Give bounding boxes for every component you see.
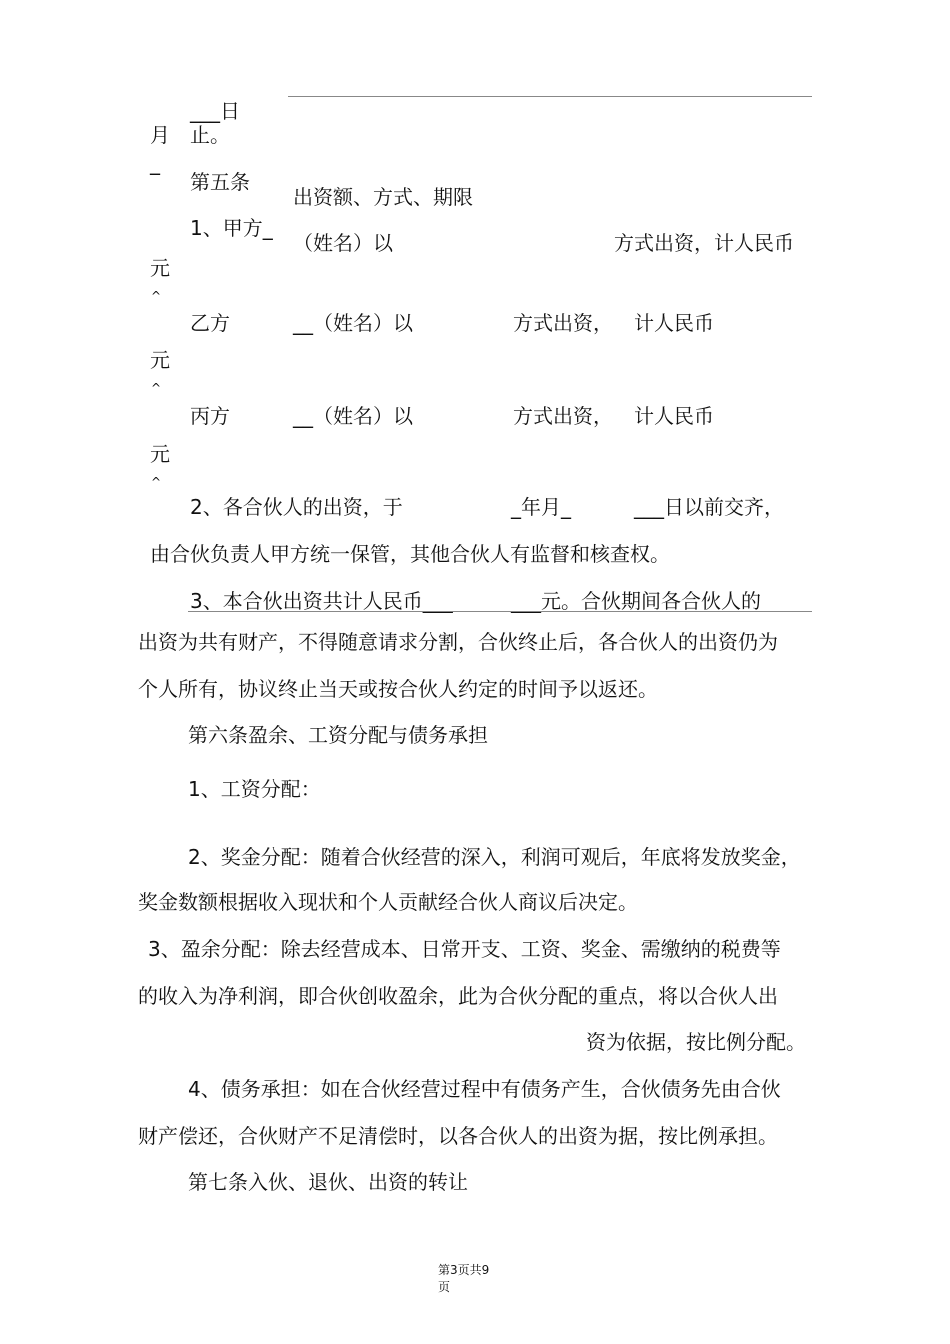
party-c-name: __（姓名）以 [293, 404, 413, 428]
party-a-label: 1、甲方_ [190, 216, 273, 240]
clause-2-part-c: ___日以前交齐， [634, 495, 784, 519]
bonus-line-1: 2、奖金分配：随着合伙经营的深入，利润可观后，年底将发放奖金， [188, 845, 801, 869]
clause-3-line-2: 出资为共有财产，不得随意请求分割，合伙终止后，各合伙人的出资仍为 [138, 630, 778, 654]
party-b-method: 方式出资， [513, 311, 613, 335]
article-7-title: 第七条入伙、退伙、出资的转让 [188, 1170, 468, 1194]
wage-distribution: 1、工资分配： [188, 777, 321, 801]
party-c-rmb: 计人民币 [634, 404, 714, 428]
clause-3-rule [188, 611, 812, 612]
party-a-name: （姓名）以 [293, 231, 393, 255]
surplus-line-3: 资为依据，按比例分配。 [586, 1030, 806, 1054]
page-number-line-2: 页 [438, 1280, 451, 1294]
dash-mark: _ [150, 151, 160, 175]
month-label: 月 [150, 123, 170, 147]
clause-2-part-b: _年月_ [511, 495, 571, 519]
party-c-label: 丙方 [190, 404, 230, 428]
page-number-line-1: 第3页共9 [438, 1263, 490, 1277]
bonus-line-2: 奖金数额根据收入现状和个人贡献经合伙人商议后决定。 [138, 890, 638, 914]
party-b-name: __（姓名）以 [293, 311, 413, 335]
debt-line-2: 财产偿还，合伙财产不足清偿时，以各合伙人的出资为据，按比例承担。 [138, 1124, 778, 1148]
top-rule [288, 96, 812, 97]
party-c-method: 方式出资， [513, 404, 613, 428]
clause-3-line-3: 个人所有，协议终止当天或按合伙人约定的时间予以返还。 [138, 677, 658, 701]
surplus-line-1: 3、盈余分配：除去经营成本、日常开支、工资、奖金、需缴纳的税费等 [148, 937, 781, 961]
article-5-title: 第五条 [190, 170, 250, 194]
party-b-label: 乙方 [190, 311, 230, 335]
article-6-title: 第六条盈余、工资分配与债务承担 [188, 723, 488, 747]
debt-line-1: 4、债务承担：如在合伙经营过程中有债务产生，合伙债务先由合伙 [188, 1077, 781, 1101]
day-blank: ___日 [190, 99, 240, 123]
party-a-method: 方式出资，计人民币 [614, 231, 794, 255]
clause-2-part-a: 2、各合伙人的出资，于 [190, 495, 403, 519]
caret-3: ^ [151, 475, 162, 489]
surplus-line-2: 的收入为净利润，即合伙创收盈余，此为合伙分配的重点，将以合伙人出 [138, 984, 778, 1008]
yuan-1: 元 [150, 256, 170, 280]
party-b-rmb: 计人民币 [634, 311, 714, 335]
clause-2-line-2: 由合伙负责人甲方统一保管，其他合伙人有监督和核查权。 [150, 542, 670, 566]
clause-3-part-b: ___元。合伙期间各合伙人的 [511, 589, 761, 613]
caret-1: ^ [151, 289, 162, 303]
caret-2: ^ [151, 381, 162, 395]
yuan-2: 元 [150, 348, 170, 372]
clause-3-part-a: 3、本合伙出资共计人民币___ [190, 589, 453, 613]
until-text: 止。 [190, 123, 230, 147]
article-5-subtitle: 出资额、方式、期限 [293, 185, 473, 209]
yuan-3: 元 [150, 442, 170, 466]
